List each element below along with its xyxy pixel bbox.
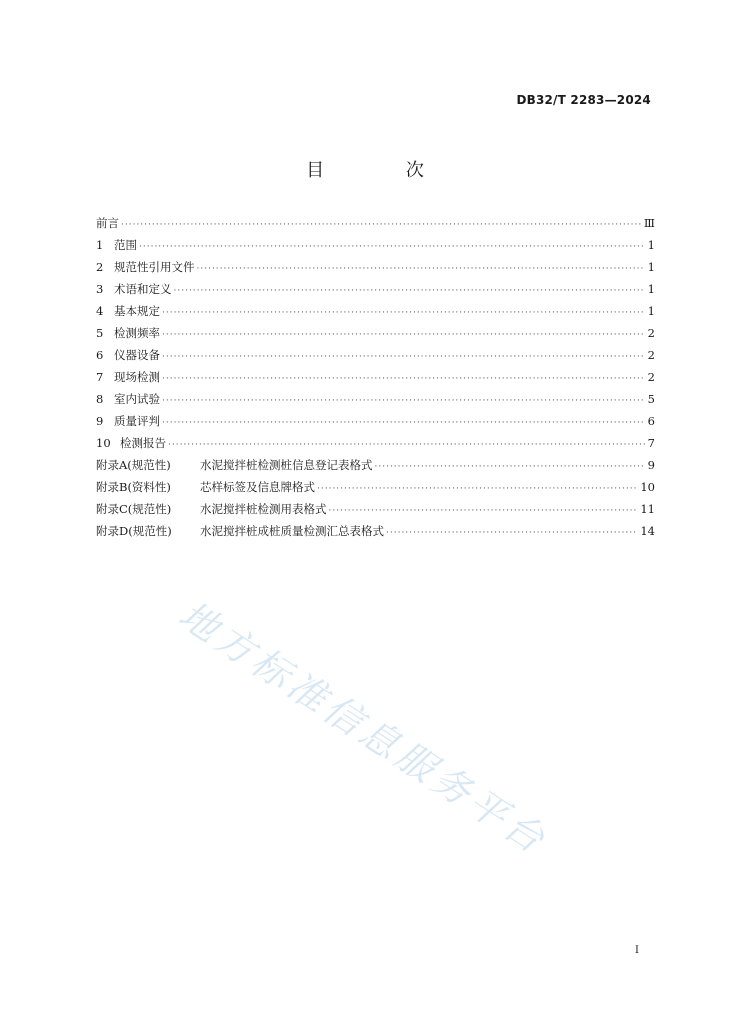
page-title: 目 次 (306, 160, 462, 181)
toc-entry-8[interactable] (96, 388, 655, 410)
toc-entry-label: 规范性引用文件 (114, 260, 195, 274)
toc-leader-dots (386, 522, 638, 544)
toc-appendix-prefix: 附录D(规范性) (96, 524, 172, 538)
toc-entry-page: 1 (647, 282, 655, 296)
toc-entry-page: 2 (647, 370, 655, 384)
toc-entry-label: 基本规定 (114, 304, 160, 318)
toc-entry-page: 1 (647, 238, 655, 252)
toc-entry-page: 6 (647, 414, 655, 428)
toc-entry-number: 3 (96, 282, 104, 296)
toc-entry-number: 7 (96, 370, 104, 384)
toc-entry-number: 9 (96, 414, 104, 428)
toc-entry-number: 5 (96, 326, 104, 340)
toc-entry-2[interactable] (96, 256, 655, 278)
toc-entry-page: 9 (647, 458, 655, 472)
toc-leader-dots (168, 434, 645, 456)
toc-leader-dots (162, 412, 645, 434)
toc-leader-dots (375, 456, 646, 478)
toc-appendix-prefix: 附录C(规范性) (96, 502, 172, 516)
toc-entry-label: 仪器设备 (114, 348, 160, 362)
toc-entry-label: 室内试验 (114, 392, 160, 406)
toc-entry-label: 前言 (96, 216, 119, 230)
watermark: 地方标准信息服务平台 (171, 592, 556, 864)
toc-entry-label: 芯样标签及信息牌格式 (200, 480, 315, 494)
toc-entry-page: 7 (647, 436, 655, 450)
toc-entry-page: 11 (640, 502, 655, 516)
toc-entry-1[interactable] (96, 234, 655, 256)
toc-entry-label: 水泥搅拌桩成桩质量检测汇总表格式 (200, 524, 384, 538)
page-number: I (635, 945, 639, 956)
toc-entry-7[interactable] (96, 366, 655, 388)
toc-leader-dots (139, 236, 645, 258)
toc-leader-dots (162, 324, 645, 346)
table-of-contents (96, 212, 655, 542)
toc-entry-appendix-b[interactable] (96, 476, 655, 498)
toc-entry-number: 10 (96, 436, 111, 450)
toc-leader-dots (162, 368, 645, 390)
toc-entry-label: 范围 (114, 238, 137, 252)
toc-entry-number: 2 (96, 260, 104, 274)
toc-entry-3[interactable] (96, 278, 655, 300)
toc-entry-number: 6 (96, 348, 104, 362)
toc-entry-label: 现场检测 (114, 370, 160, 384)
toc-entry-label: 水泥搅拌桩检测用表格式 (200, 502, 327, 516)
toc-entry-number: 1 (96, 238, 104, 252)
toc-entry-page: 1 (647, 304, 655, 318)
toc-leader-dots (197, 258, 646, 280)
toc-entry-page: 10 (640, 480, 655, 494)
toc-entry-6[interactable] (96, 344, 655, 366)
toc-leader-dots (174, 280, 646, 302)
toc-entry-appendix-d[interactable] (96, 520, 655, 542)
toc-entry-label: 检测频率 (114, 326, 160, 340)
toc-appendix-prefix: 附录A(规范性) (96, 458, 171, 472)
toc-leader-dots (329, 500, 639, 522)
toc-leader-dots (162, 390, 645, 412)
toc-leader-dots (162, 302, 645, 324)
toc-entry-label: 水泥搅拌桩检测桩信息登记表格式 (200, 458, 373, 472)
toc-entry-appendix-c[interactable] (96, 498, 655, 520)
toc-entry-5[interactable] (96, 322, 655, 344)
toc-entry-label: 术语和定义 (114, 282, 172, 296)
toc-entry-page: 5 (647, 392, 655, 406)
toc-entry-4[interactable] (96, 300, 655, 322)
toc-leader-dots (317, 478, 638, 500)
toc-entry-page: 14 (640, 524, 655, 538)
toc-entry-page: 2 (647, 348, 655, 362)
toc-entry-page: Ⅲ (643, 216, 655, 230)
toc-entry-number: 8 (96, 392, 104, 406)
toc-entry-label: 检测报告 (120, 436, 166, 450)
toc-entry-appendix-a[interactable] (96, 454, 655, 476)
toc-appendix-prefix: 附录B(资料性) (96, 480, 171, 494)
toc-entry-label: 质量评判 (114, 414, 160, 428)
toc-leader-dots (162, 346, 645, 368)
toc-leader-dots (121, 214, 642, 236)
toc-entry-9[interactable] (96, 410, 655, 432)
toc-entry-page: 2 (647, 326, 655, 340)
toc-entry-page: 1 (647, 260, 655, 274)
toc-entry-foreword[interactable] (96, 212, 655, 234)
toc-entry-10[interactable] (96, 432, 655, 454)
toc-entry-number: 4 (96, 304, 104, 318)
document-code: DB32/T 2283—2024 (516, 93, 651, 107)
